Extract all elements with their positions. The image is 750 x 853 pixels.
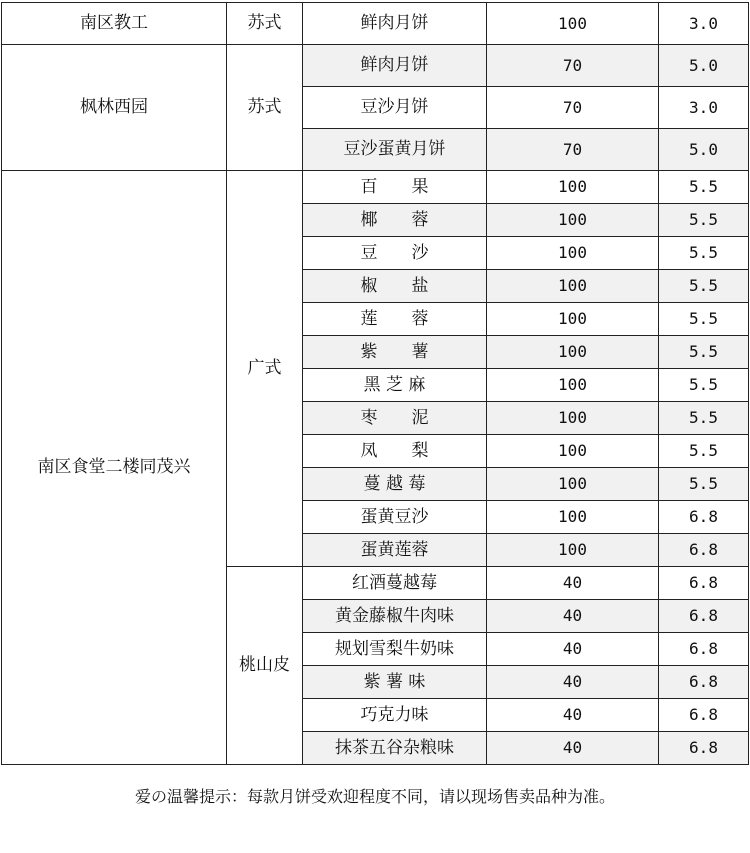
weight-cell: 100: [487, 468, 659, 501]
item-name-cell: 黄金藤椒牛肉味: [303, 600, 487, 633]
price-cell: 3.0: [659, 3, 749, 45]
item-name-cell: 紫 薯 味: [303, 666, 487, 699]
price-cell: 5.5: [659, 270, 749, 303]
item-name-cell: 蛋黄豆沙: [303, 501, 487, 534]
location-cell: 南区教工: [2, 3, 227, 45]
style-cell: 广式: [227, 171, 303, 567]
price-cell: 6.8: [659, 732, 749, 765]
location-cell: 枫林西园: [2, 45, 227, 171]
price-cell: 5.5: [659, 402, 749, 435]
weight-cell: 40: [487, 666, 659, 699]
weight-cell: 100: [487, 171, 659, 204]
item-name-cell: 鲜肉月饼: [303, 45, 487, 87]
table-body: [2, 3, 749, 765]
price-cell: 6.8: [659, 633, 749, 666]
item-name-cell: 巧克力味: [303, 699, 487, 732]
item-name-cell: 豆 沙: [303, 237, 487, 270]
item-name-cell: 椒 盐: [303, 270, 487, 303]
mooncake-price-table: [1, 2, 749, 765]
table-row: [2, 3, 749, 45]
weight-cell: 40: [487, 567, 659, 600]
item-name-cell: 紫 薯: [303, 336, 487, 369]
weight-cell: 100: [487, 534, 659, 567]
price-cell: 5.5: [659, 303, 749, 336]
item-name-cell: 豆沙月饼: [303, 87, 487, 129]
item-name-cell: 枣 泥: [303, 402, 487, 435]
price-cell: 5.0: [659, 45, 749, 87]
price-cell: 5.5: [659, 237, 749, 270]
weight-cell: 100: [487, 501, 659, 534]
price-cell: 5.5: [659, 336, 749, 369]
weight-cell: 70: [487, 45, 659, 87]
item-name-cell: 百 果: [303, 171, 487, 204]
table-row: [2, 171, 749, 204]
price-cell: 5.5: [659, 435, 749, 468]
weight-cell: 100: [487, 237, 659, 270]
weight-cell: 40: [487, 699, 659, 732]
weight-cell: 100: [487, 402, 659, 435]
weight-cell: 40: [487, 633, 659, 666]
location-cell: 南区食堂二楼同茂兴: [2, 171, 227, 765]
price-cell: 5.5: [659, 204, 749, 237]
item-name-cell: 凤 梨: [303, 435, 487, 468]
weight-cell: 100: [487, 303, 659, 336]
weight-cell: 100: [487, 336, 659, 369]
weight-cell: 100: [487, 369, 659, 402]
price-cell: 5.5: [659, 171, 749, 204]
price-cell: 5.5: [659, 468, 749, 501]
style-cell: 苏式: [227, 45, 303, 171]
price-cell: 6.8: [659, 501, 749, 534]
weight-cell: 70: [487, 87, 659, 129]
weight-cell: 70: [487, 129, 659, 171]
table-row: [2, 45, 749, 87]
item-name-cell: 红酒蔓越莓: [303, 567, 487, 600]
weight-cell: 40: [487, 732, 659, 765]
footer-note: 爱の温馨提示：每款月饼受欢迎程度不同，请以现场售卖品种为准。: [134, 787, 615, 806]
price-cell: 6.8: [659, 534, 749, 567]
weight-cell: 100: [487, 204, 659, 237]
weight-cell: 100: [487, 270, 659, 303]
item-name-cell: 豆沙蛋黄月饼: [303, 129, 487, 171]
price-cell: 5.0: [659, 129, 749, 171]
item-name-cell: 抹茶五谷杂粮味: [303, 732, 487, 765]
weight-cell: 100: [487, 435, 659, 468]
weight-cell: 40: [487, 600, 659, 633]
item-name-cell: 蛋黄莲蓉: [303, 534, 487, 567]
item-name-cell: 莲 蓉: [303, 303, 487, 336]
item-name-cell: 规划雪梨牛奶味: [303, 633, 487, 666]
price-cell: 3.0: [659, 87, 749, 129]
price-cell: 6.8: [659, 699, 749, 732]
price-cell: 6.8: [659, 600, 749, 633]
item-name-cell: 蔓 越 莓: [303, 468, 487, 501]
item-name-cell: 椰 蓉: [303, 204, 487, 237]
price-cell: 6.8: [659, 567, 749, 600]
price-cell: 5.5: [659, 369, 749, 402]
style-cell: 桃山皮: [227, 567, 303, 765]
item-name-cell: 黑 芝 麻: [303, 369, 487, 402]
weight-cell: 100: [487, 3, 659, 45]
item-name-cell: 鲜肉月饼: [303, 3, 487, 45]
price-cell: 6.8: [659, 666, 749, 699]
style-cell: 苏式: [227, 3, 303, 45]
